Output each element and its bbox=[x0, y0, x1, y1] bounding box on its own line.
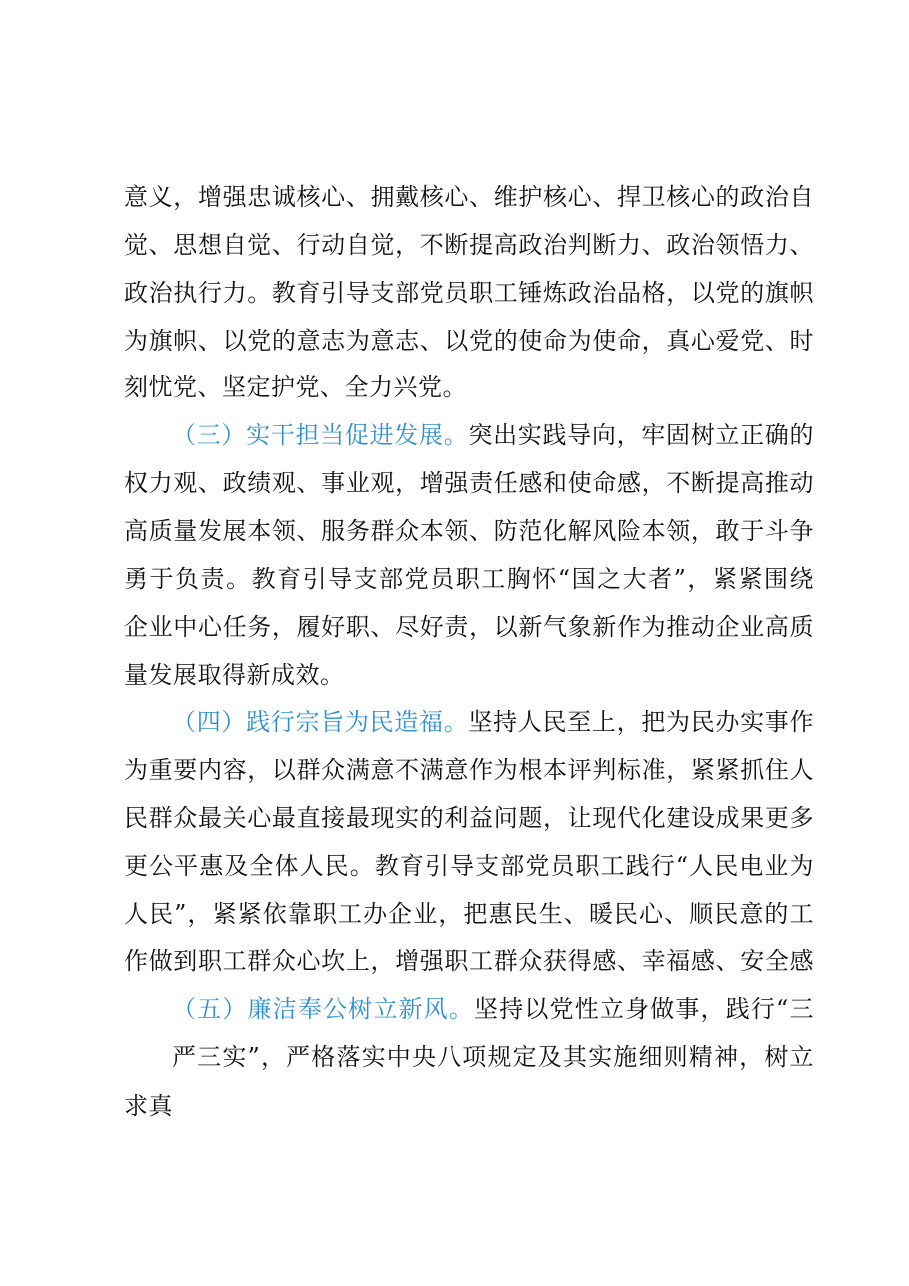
body-text-line bbox=[124, 754, 814, 786]
section-heading: （四）践行宗旨为民造福。 bbox=[172, 708, 469, 736]
line-text: 权力观、政绩观、事业观，增强责任感和使命感，不断提高推动 bbox=[124, 469, 814, 497]
section-line bbox=[172, 993, 814, 1025]
line-text: 刻忧党、坚定护党、全力兴党。 bbox=[124, 373, 467, 401]
section-line bbox=[172, 419, 814, 451]
body-text-line bbox=[124, 611, 814, 643]
body-text-line bbox=[124, 1090, 814, 1122]
body-text-line bbox=[124, 563, 814, 595]
line-text: 为旗帜、以党的意志为意志、以党的使命为使命，真心爱党、时 bbox=[124, 327, 814, 355]
body-text-line bbox=[124, 371, 814, 403]
line-text: 严三实”，严格落实中央八项规定及其实施细则精神，树立 bbox=[172, 1043, 814, 1071]
body-text-line bbox=[124, 277, 814, 309]
line-text: 作做到职工群众心坎上，增强职工群众获得感、幸福感、安全感 bbox=[124, 947, 814, 975]
body-text-line bbox=[124, 515, 814, 547]
line-text: 民群众最关心最直接最现实的利益问题，让现代化建设成果更多 bbox=[124, 804, 814, 832]
line-text: 坚持以党性立身做事，践行“三 bbox=[474, 995, 814, 1023]
body-text-line bbox=[124, 325, 814, 357]
line-text: 意义，增强忠诚核心、拥戴核心、维护核心、捍卫核心的政治自 bbox=[124, 183, 814, 211]
line-text: 觉、思想自觉、行动自觉，不断提高政治判断力、政治领悟力、 bbox=[124, 231, 814, 259]
line-text: 企业中心任务，履好职、尽好责，以新气象新作为推动企业高质 bbox=[124, 613, 814, 641]
body-text-line bbox=[124, 850, 814, 882]
section-line bbox=[172, 706, 814, 738]
body-text-line bbox=[124, 659, 814, 691]
section-heading: （三）实干担当促进发展。 bbox=[172, 421, 469, 449]
section-heading: （五）廉洁奉公树立新风。 bbox=[172, 995, 475, 1023]
body-text-line bbox=[124, 467, 814, 499]
body-text-line bbox=[124, 945, 814, 977]
line-text: 求真 bbox=[124, 1092, 173, 1120]
body-text-line bbox=[172, 1041, 814, 1073]
line-text: 高质量发展本领、服务群众本领、防范化解风险本领，敢于斗争 bbox=[124, 517, 814, 545]
line-text: 更公平惠及全体人民。教育引导支部党员职工践行“人民电业为 bbox=[124, 852, 814, 880]
line-text: 突出实践导向，牢固树立正确的 bbox=[468, 421, 815, 449]
body-text-line bbox=[124, 802, 814, 834]
line-text: 人民”，紧紧依靠职工办企业，把惠民生、暖民心、顺民意的工 bbox=[124, 900, 814, 928]
body-text-line bbox=[124, 229, 814, 261]
line-text: 为重要内容，以群众满意不满意作为根本评判标准，紧紧抓住人 bbox=[124, 756, 814, 784]
body-text-line bbox=[124, 898, 814, 930]
line-text: 坚持人民至上，把为民办实事作 bbox=[468, 708, 815, 736]
line-text: 政治执行力。教育引导支部党员职工锤炼政治品格，以党的旗帜 bbox=[124, 279, 814, 307]
body-text-line bbox=[124, 181, 814, 213]
line-text: 勇于负责。教育引导支部党员职工胸怀“国之大者”，紧紧围绕 bbox=[124, 565, 814, 593]
line-text: 量发展取得新成效。 bbox=[124, 661, 345, 689]
